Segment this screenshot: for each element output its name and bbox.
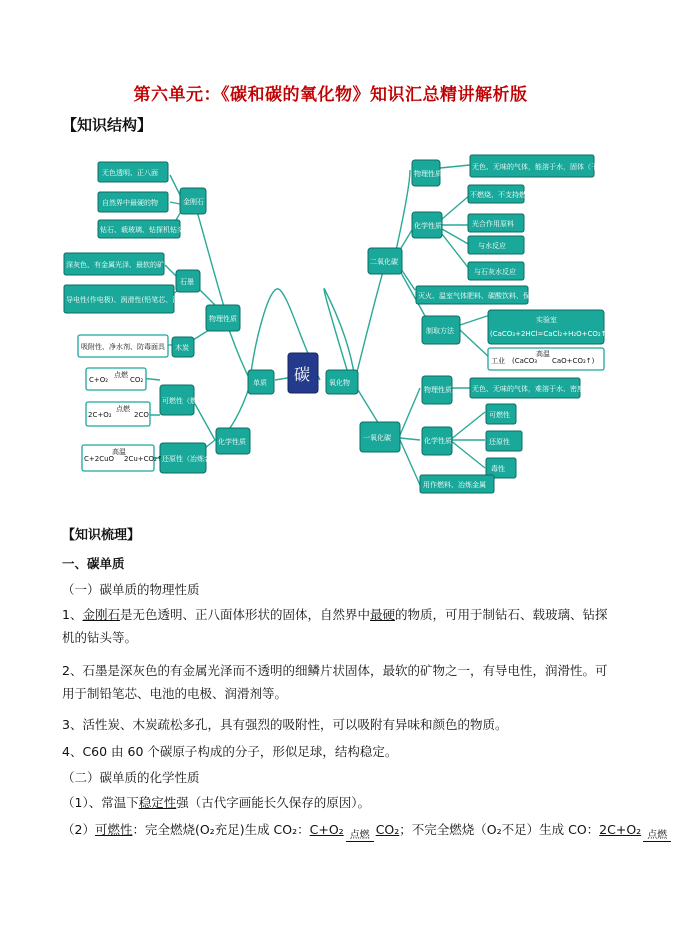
review-heading: 【知识梳理】 — [62, 528, 141, 543]
co2-physical-prop: 无色、无味的气体，能溶于水，固体（干冰） — [472, 163, 612, 171]
diamond-prop-1: 无色透明、正八面 — [102, 169, 158, 177]
paragraph-combustion — [62, 818, 668, 841]
co-node: 一氧化碳 — [363, 434, 391, 442]
structure-heading: 【知识结构】 — [62, 116, 153, 134]
charcoal-prop: 吸附性、净水剂、防毒面具 — [81, 343, 165, 351]
left-chemical-node: 化学性质 — [218, 438, 246, 446]
p1-underline-hardest: 最硬 — [369, 607, 395, 622]
flammable-eq1-left: C+O₂ — [89, 376, 109, 384]
flammable-eq2-right: 2CO — [134, 411, 149, 419]
knowledge-mindmap — [50, 140, 610, 510]
co2-chemical-node: 化学性质 — [414, 222, 442, 230]
p1-prefix: 1、 — [62, 607, 83, 622]
p6-eq2-condition — [643, 830, 671, 841]
paragraph-activated-carbon: 3、活性炭、木炭疏松多孔，具有强烈的吸附性，可以吸附有异味和颜色的物质。 — [62, 717, 508, 732]
co2-ind-label: 工业 — [491, 357, 505, 365]
co2-ind-eq-right: CaO+CO₂↑) — [552, 357, 595, 365]
paragraph-stability — [62, 791, 610, 814]
p1-end: 的物质，可用于制钻石、载玻璃、钻探机的钻头等。 — [62, 607, 608, 645]
co-uses: 用作燃料、冶炼金属 — [423, 481, 486, 489]
paragraph-diamond — [62, 603, 610, 649]
p6-incomplete: ；不完全燃烧（O₂不足）生成 CO： — [399, 822, 600, 837]
co2-lab-eq: (CaCO₃+2HCl=CaCl₂+H₂O+CO₂↑) — [490, 330, 610, 338]
p6-eq1-right: CO₂ — [375, 822, 400, 837]
p6-underline: 可燃性 — [94, 822, 133, 837]
co2-chem-prop-3: 与水反应 — [478, 242, 506, 250]
p5-end: 强（古代字画能长久保存的原因）。 — [176, 795, 370, 810]
graphite-prop-1: 深灰色、有金属光泽、最软的矿 — [66, 261, 164, 269]
graphite-prop-2: 导电性(作电极)、润滑性(铅笔芯、润滑剂) — [66, 296, 196, 304]
left-node: 单质 — [253, 379, 267, 387]
paragraph-c60: 4、C60 由 60 个碳原子构成的分子，形似足球，结构稳定。 — [62, 744, 398, 759]
co2-ind-eq-left: (CaCO₃ — [512, 357, 538, 365]
subsection-chemical: （二）碳单质的化学性质 — [62, 770, 200, 785]
p6-eq2-cond-text: 点燃 — [643, 830, 671, 842]
co2-prep-node: 制取方法 — [426, 327, 454, 335]
co2-chem-prop-4: 与石灰水反应 — [474, 268, 516, 276]
section-heading: 一、碳单质 — [62, 556, 125, 571]
diamond-prop-3: 钻石、载玻璃、钻探机钻头 — [100, 226, 184, 234]
p1-underline-diamond: 金刚石 — [82, 607, 120, 622]
subsection-physical: （一）碳单质的物理性质 — [62, 582, 200, 597]
flammable-eq2-cond: 点燃 — [116, 405, 130, 413]
co-chem-prop-1: 可燃性 — [489, 411, 510, 419]
p5-prefix: （1）、常温下 — [62, 795, 139, 810]
flammable-eq1-cond: 点燃 — [114, 371, 128, 379]
left-physical-node: 物理性质 — [209, 315, 237, 323]
co2-node: 二氧化碳 — [370, 258, 398, 266]
p6-eq1-cond-text: 点燃 — [346, 830, 374, 842]
co2-chem-prop-1: 不燃烧、不支持燃烧 — [470, 191, 533, 199]
p6-complete: ：完全燃烧(O₂充足)生成 CO₂： — [132, 822, 310, 837]
co-chemical-node: 化学性质 — [424, 437, 452, 445]
right-node: 氧化物 — [329, 379, 350, 387]
reducing-eq-cond: 高温 — [112, 448, 126, 456]
reducing-eq-left: C+2CuO — [84, 455, 115, 463]
flammable-node: 可燃性（燃料） — [162, 397, 211, 405]
p6-prefix: （2） — [62, 822, 95, 837]
diamond-prop-2: 自然界中最硬的物 — [102, 199, 158, 207]
p5-underline: 稳定性 — [138, 795, 177, 810]
p1-middle: 是无色透明、正八面体形状的固体，自然界中 — [119, 607, 370, 622]
charcoal-node: 木炭 — [175, 344, 189, 352]
diamond-node: 金刚石 — [183, 198, 204, 206]
p6-eq2-left: 2C+O₂ — [599, 822, 642, 837]
paragraph-graphite: 2、石墨是深灰色的有金属光泽而不透明的细鳞片状固体，最软的矿物之一，有导电性，润滑性。可用于制铅笔芯、电池的电极、润滑剂等。 — [62, 663, 608, 701]
p6-eq1-condition — [346, 830, 374, 841]
graphite-node: 石墨 — [180, 278, 194, 286]
flammable-eq1-right: CO₂ — [130, 376, 144, 384]
co2-ind-eq-cond: 高温 — [536, 350, 550, 358]
co2-uses: 灭火、温室气体肥料、碳酸饮料、保护 — [418, 292, 537, 300]
co-chem-prop-2: 还原性 — [489, 438, 510, 446]
co-physical-node: 物理性质 — [424, 386, 452, 394]
co2-chem-prop-2: 光合作用原料 — [472, 220, 514, 228]
flammable-eq2-left: 2C+O₂ — [88, 411, 112, 419]
co-physical-prop: 无色、无味的气体，难溶于水、密度比空气略 — [472, 385, 612, 393]
reducing-node: 还原性（冶炼金属） — [162, 455, 225, 463]
p6-eq1-left: C+O₂ — [309, 822, 344, 837]
center-node: 碳 — [294, 365, 311, 384]
page-title: 第六单元：《碳和碳的氧化物》知识汇总精讲解析版 — [133, 85, 528, 105]
co2-lab-label: 实验室 — [536, 316, 557, 324]
co2-physical-node: 物理性质 — [414, 170, 442, 178]
reducing-eq-right: 2Cu+CO₂↑ — [124, 455, 163, 463]
co-chem-prop-3: 毒性 — [491, 465, 505, 473]
